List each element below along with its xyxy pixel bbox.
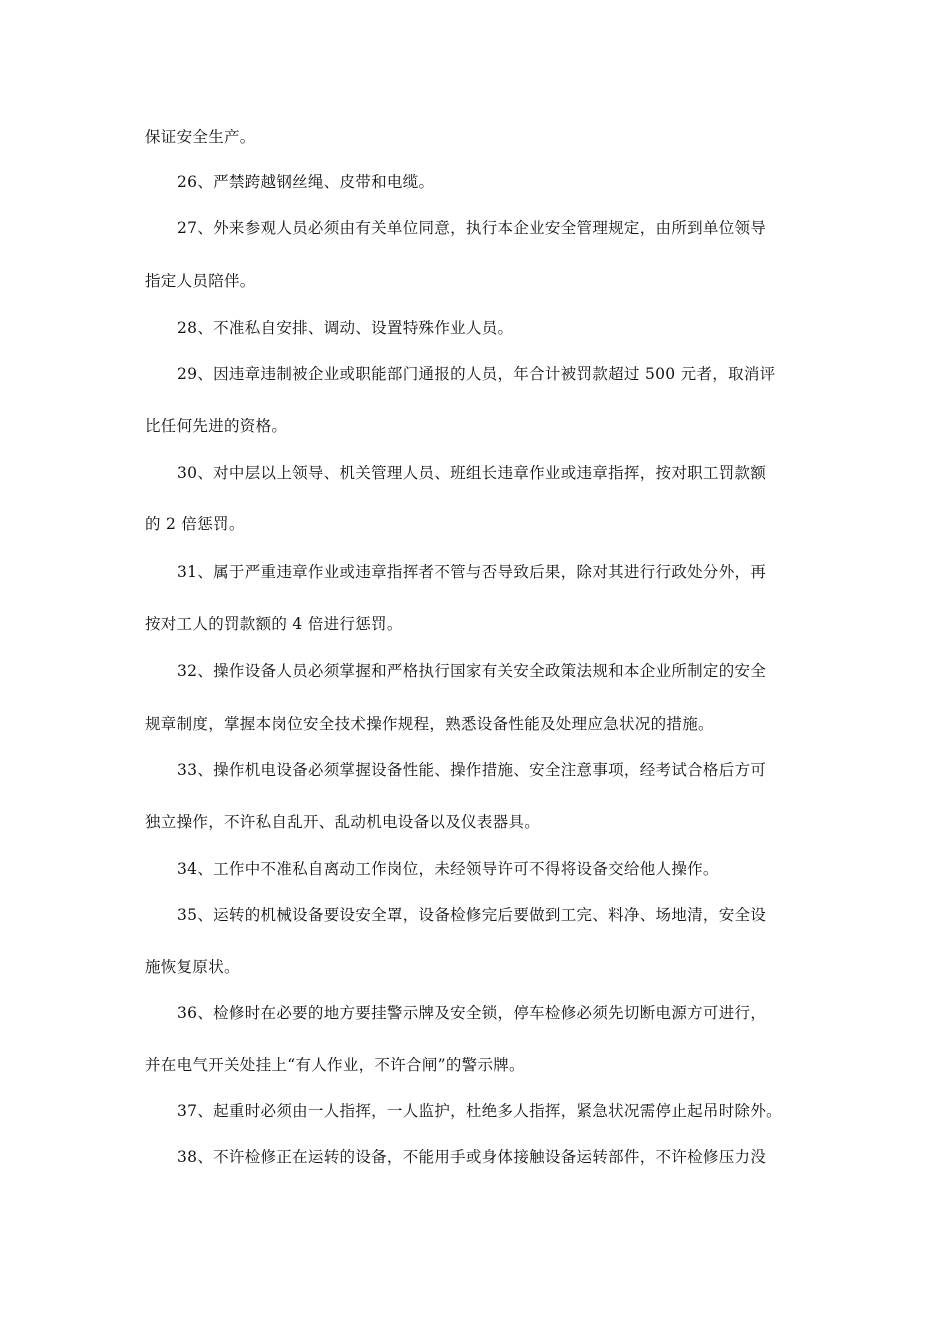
text-line: 比任何先进的资格。	[145, 417, 288, 435]
text-line: 37、起重时必须由一人指挥，一人监护，杜绝多人指挥，紧急状况需停止起吊时除外。	[177, 1102, 782, 1120]
text-line: 27、外来参观人员必须由有关单位同意，执行本企业安全管理规定，由所到单位领导	[177, 219, 767, 237]
text-line: 指定人员陪伴。	[145, 272, 256, 290]
text-line: 独立操作，不许私自乱开、乱动机电设备以及仪表器具。	[145, 813, 541, 831]
text-line: 29、因违章违制被企业或职能部门通报的人员，年合计被罚款超过 500 元者，取消评	[177, 365, 776, 383]
text-line: 并在电气开关处挂上“有人作业，不许合闸”的警示牌。	[145, 1056, 525, 1074]
text-line: 的 2 倍惩罚。	[145, 515, 245, 533]
text-line: 31、属于严重违章作业或违章指挥者不管与否导致后果，除对其进行行政处分外，再	[177, 563, 767, 581]
text-line: 33、操作机电设备必须掌握设备性能、操作措施、安全注意事项，经考试合格后方可	[177, 761, 767, 779]
text-line: 施恢复原状。	[145, 958, 240, 976]
text-line: 按对工人的罚款额的 4 倍进行惩罚。	[145, 615, 403, 633]
text-line: 34、工作中不准私自离动工作岗位，未经领导许可不得将设备交给他人操作。	[177, 860, 719, 878]
text-line: 26、严禁跨越钢丝绳、皮带和电缆。	[177, 173, 435, 191]
text-line: 35、运转的机械设备要设安全罩，设备检修完后要做到工完、料净、场地清，安全设	[177, 906, 767, 924]
text-line: 保证安全生产。	[145, 128, 256, 146]
text-line: 规章制度，掌握本岗位安全技术操作规程，熟悉设备性能及处理应急状况的措施。	[145, 715, 714, 733]
text-line: 32、操作设备人员必须掌握和严格执行国家有关安全政策法规和本企业所制定的安全	[177, 662, 767, 680]
text-line: 30、对中层以上领导、机关管理人员、班组长违章作业或违章指挥，按对职工罚款额	[177, 464, 767, 482]
text-line: 38、不许检修正在运转的设备，不能用手或身体接触设备运转部件，不许检修压力没	[177, 1148, 767, 1166]
text-line: 36、检修时在必要的地方要挂警示牌及安全锁，停车检修必须先切断电源方可进行，	[177, 1004, 767, 1022]
text-line: 28、不准私自安排、调动、设置特殊作业人员。	[177, 319, 514, 337]
